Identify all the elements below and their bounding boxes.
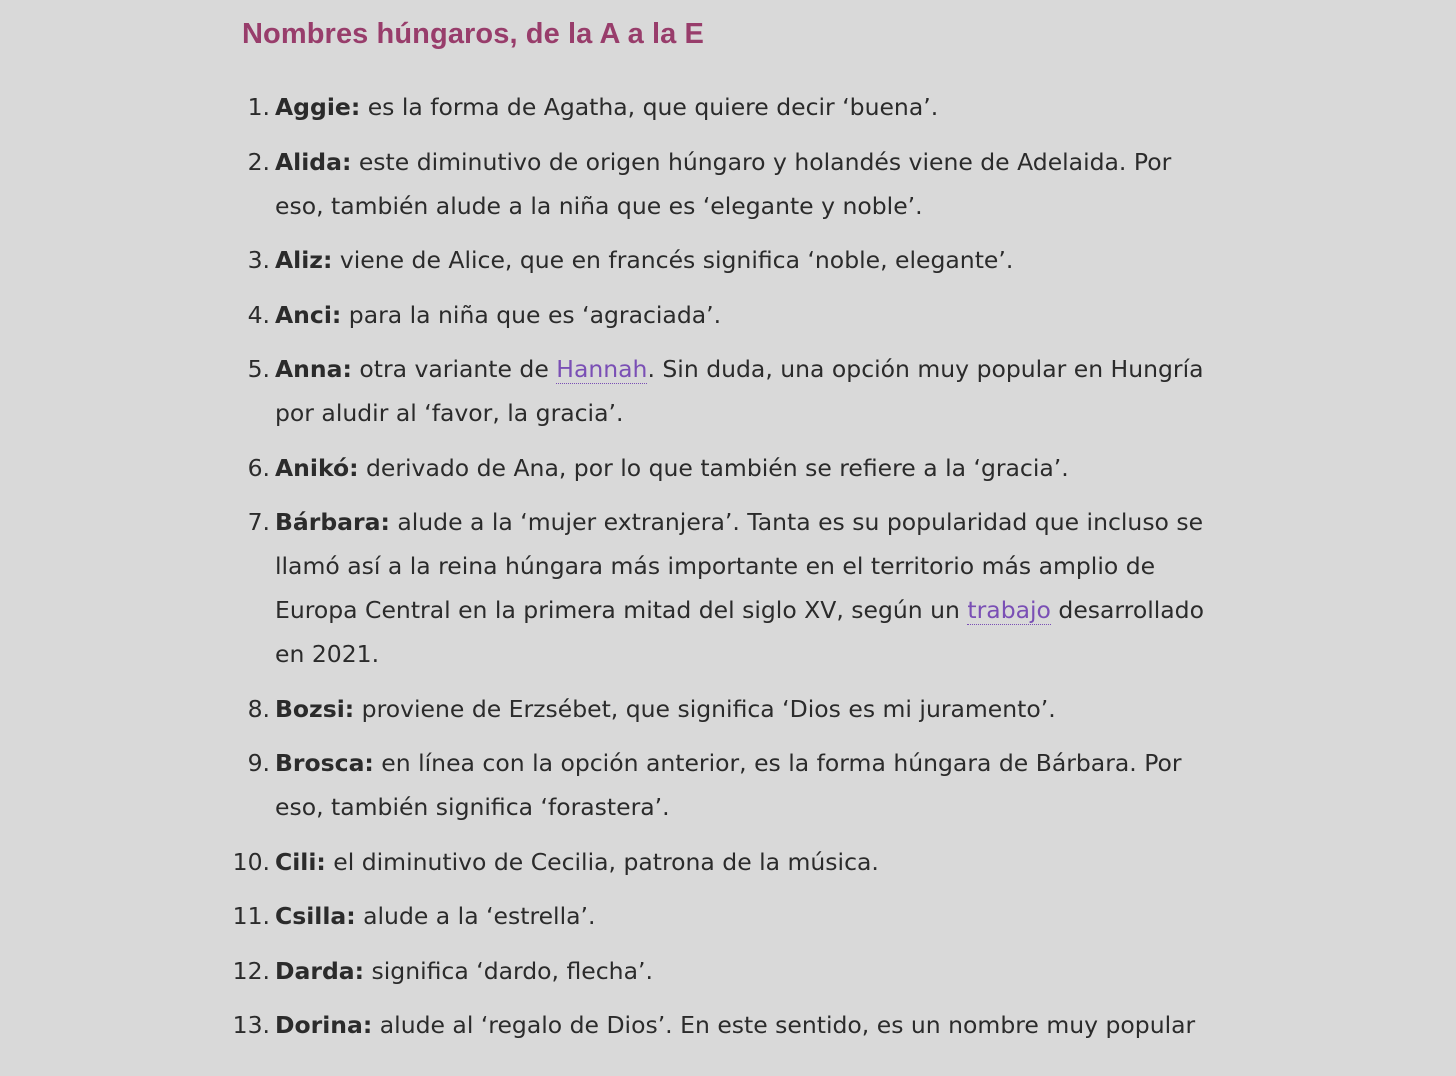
item-name: Anikó: xyxy=(275,453,359,482)
item-name: Aliz: xyxy=(275,246,333,274)
item-description-after: desarrollado en 2021. xyxy=(275,596,1204,668)
item-name: Anna: xyxy=(275,355,352,383)
item-number: 12. xyxy=(232,956,270,985)
item-number: 4. xyxy=(247,300,270,329)
list-item xyxy=(230,1003,1210,1047)
item-number: 1. xyxy=(247,93,270,121)
hannah-link[interactable]: Hannah xyxy=(556,355,648,383)
item-name: Darda: xyxy=(275,956,365,985)
item-number: 9. xyxy=(247,749,270,777)
list-item xyxy=(230,500,1210,676)
item-name: Csilla: xyxy=(275,902,356,930)
item-description: derivado de Ana, por lo que también se refiere a la ‘gracia’. xyxy=(358,453,1069,482)
list-item xyxy=(230,293,1210,337)
item-name: Cili: xyxy=(275,847,326,876)
item-number: 10. xyxy=(232,847,270,876)
item-name: Aggie: xyxy=(275,93,361,121)
item-description: viene de Alice, que en francés significa ‘noble, elegante’. xyxy=(332,246,1014,274)
item-name: Brosca: xyxy=(275,749,374,777)
names-list xyxy=(230,85,1210,1058)
item-description: para la niña que es ‘agraciada’. xyxy=(341,300,722,329)
item-name: Bozsi: xyxy=(275,694,355,723)
item-number: 3. xyxy=(247,246,270,274)
item-number: 2. xyxy=(247,147,270,176)
trabajo-link[interactable]: trabajo xyxy=(967,596,1051,624)
section-heading: Nombres húngaros, de la A a la E xyxy=(242,18,704,50)
item-description: alude a la ‘estrella’. xyxy=(355,902,596,930)
item-description-before: otra variante de xyxy=(351,355,557,383)
item-number: 5. xyxy=(247,355,270,383)
item-description-before: alude a la ‘mujer extranjera’. Tanta es su popularidad que incluso se llamó así a la reina húngara más importante en el territorio más amplio de Europa Central en la primera mitad del siglo XV, según un xyxy=(275,508,1204,624)
list-item xyxy=(230,347,1210,435)
list-item xyxy=(230,949,1210,993)
item-number: 13. xyxy=(232,1011,270,1039)
item-description: significa ‘dardo, flecha’. xyxy=(364,956,653,985)
item-number: 11. xyxy=(232,902,270,930)
item-name: Dorina: xyxy=(275,1011,373,1039)
item-description-after: . Sin duda, una opción muy popular en Hungría por aludir al ‘favor, la gracia’. xyxy=(275,355,1204,427)
item-name: Bárbara: xyxy=(275,508,390,536)
item-number: 8. xyxy=(247,694,270,723)
list-item xyxy=(230,894,1210,938)
item-description: proviene de Erzsébet, que significa ‘Dios es mi juramento’. xyxy=(354,694,1056,723)
item-description: este diminutivo de origen húngaro y holandés viene de Adelaida. Por eso, también alude a la niña que es ‘elegante y noble’. xyxy=(275,147,1172,220)
list-item xyxy=(230,85,1210,129)
item-number: 6. xyxy=(247,453,270,482)
list-item xyxy=(230,840,1210,884)
item-description: en línea con la opción anterior, es la forma húngara de Bárbara. Por eso, también significa ‘forastera’. xyxy=(275,749,1182,821)
item-description: alude al ‘regalo de Dios’. En este sentido, es un nombre muy popular xyxy=(372,1011,1196,1039)
item-name: Alida: xyxy=(275,147,352,176)
item-description: el diminutivo de Cecilia, patrona de la música. xyxy=(325,847,879,876)
item-description: es la forma de Agatha, que quiere decir ‘buena’. xyxy=(360,93,939,121)
list-item xyxy=(230,687,1210,731)
list-item xyxy=(230,741,1210,829)
list-item xyxy=(230,446,1210,490)
list-item xyxy=(230,140,1210,228)
item-name: Anci: xyxy=(275,300,342,329)
list-item xyxy=(230,238,1210,282)
item-number: 7. xyxy=(247,508,270,536)
